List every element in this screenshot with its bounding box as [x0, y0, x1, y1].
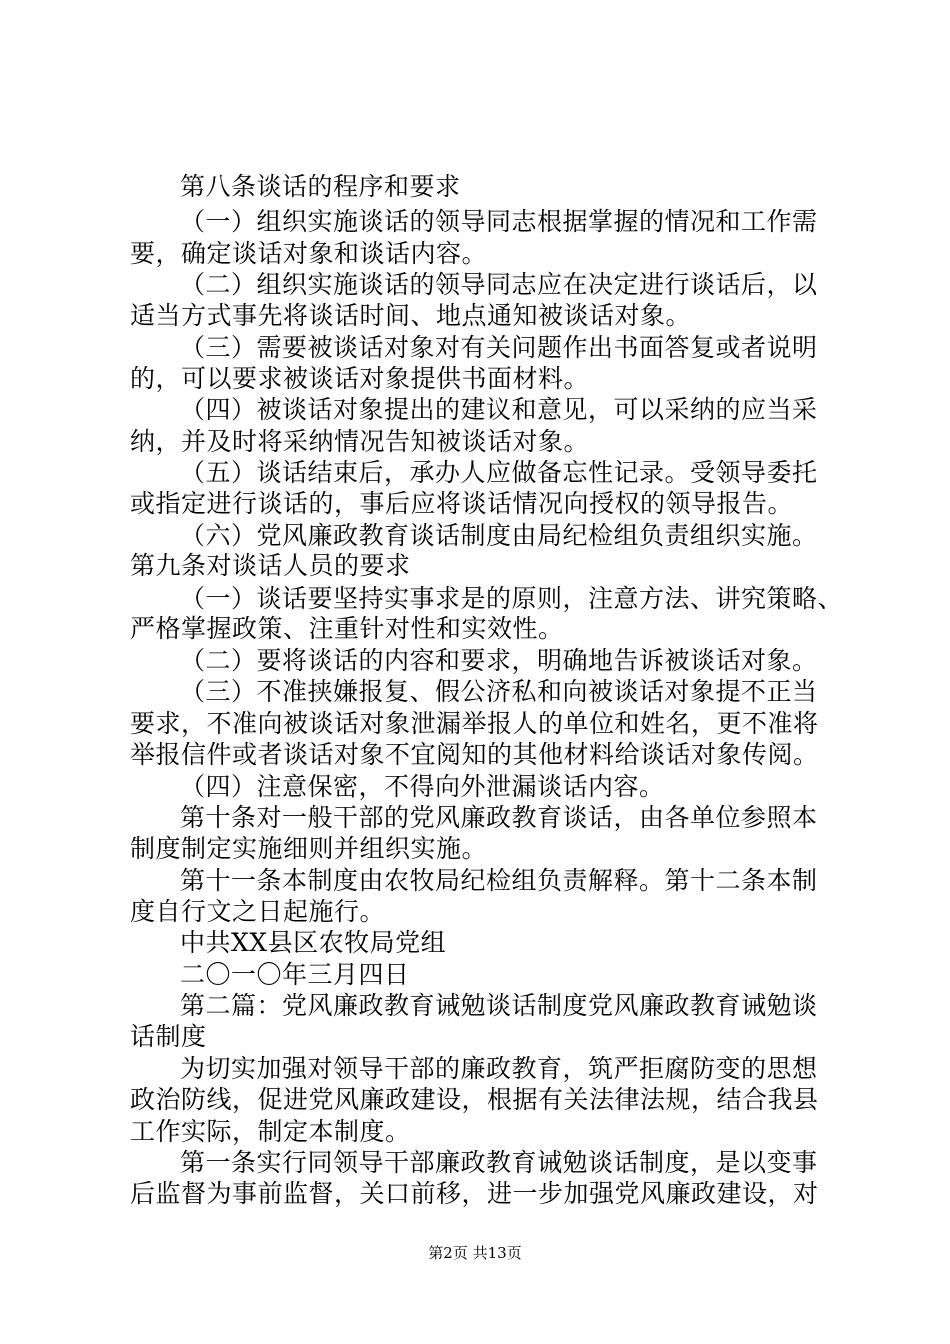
- text-line: 工作实际，制定本制度。: [130, 1117, 411, 1146]
- text-line: 的，可以要求被谈话对象提供书面材料。: [130, 364, 590, 393]
- text-line: 政治防线，促进党风廉政建设，根据有关法律法规，结合我县: [130, 1085, 819, 1114]
- text-line: 或指定进行谈话的，事后应将谈话情况向授权的领导报告。: [130, 489, 794, 518]
- text-line: 第十一条本制度由农牧局纪检组负责解释。第十二条本制: [180, 866, 818, 895]
- text-line: （二）组织实施谈话的领导同志应在决定进行谈话后，以: [180, 270, 818, 299]
- text-line: 度自行文之日起施行。: [130, 897, 386, 926]
- text-line: 要求，不准向被谈话对象泄漏举报人的单位和姓名，更不准将: [130, 709, 819, 738]
- text-line: 制度制定实施细则并组织实施。: [130, 834, 488, 863]
- text-line: 要，确定谈话对象和谈话内容。: [130, 239, 488, 268]
- text-line: （五）谈话结束后，承办人应做备忘性记录。受领导委托: [180, 458, 818, 487]
- text-line: 第九条对谈话人员的要求: [130, 551, 411, 580]
- text-line: 第八条谈话的程序和要求: [180, 172, 461, 201]
- text-line: 中共XX县区农牧局党组: [180, 928, 447, 957]
- text-line: 二〇一〇年三月四日: [180, 960, 410, 989]
- text-line: 为切实加强对领导干部的廉政教育，筑严拒腐防变的思想: [180, 1054, 818, 1083]
- text-line: 第十条对一般干部的党风廉政教育谈话，由各单位参照本: [180, 803, 818, 832]
- page-footer: 第2页 共13页: [428, 1244, 522, 1262]
- text-line: 话制度: [130, 1022, 207, 1051]
- text-line: （二）要将谈话的内容和要求，明确地告诉被谈话对象。: [180, 646, 818, 675]
- text-line: （三）不准挟嫌报复、假公济私和向被谈话对象提不正当: [180, 677, 818, 706]
- text-line: （一）组织实施谈话的领导同志根据掌握的情况和工作需: [180, 207, 818, 236]
- text-line: （四）注意保密，不得向外泄漏谈话内容。: [180, 772, 665, 801]
- text-line: 第二篇：党风廉政教育诫勉谈话制度党风廉政教育诫勉谈: [180, 991, 818, 1020]
- text-line: （六）党风廉政教育谈话制度由局纪检组负责组织实施。: [180, 521, 818, 550]
- text-line: 第一条实行同领导干部廉政教育诫勉谈话制度，是以变事: [180, 1148, 818, 1177]
- text-line: 适当方式事先将谈话时间、地点通知被谈话对象。: [130, 301, 692, 330]
- text-line: 举报信件或者谈话对象不宜阅知的其他材料给谈话对象传阅。: [130, 740, 819, 769]
- text-line: （四）被谈话对象提出的建议和意见，可以采纳的应当采: [180, 395, 818, 424]
- text-line: 后监督为事前监督，关口前移，进一步加强党风廉政建设，对: [130, 1179, 819, 1208]
- text-line: 严格掌握政策、注重针对性和实效性。: [130, 614, 564, 643]
- text-line: （三）需要被谈话对象对有关问题作出书面答复或者说明: [180, 333, 818, 362]
- text-line: 纳，并及时将采纳情况告知被谈话对象。: [130, 427, 590, 456]
- text-line: （一）谈话要坚持实事求是的原则，注意方法、讲究策略、: [180, 584, 844, 613]
